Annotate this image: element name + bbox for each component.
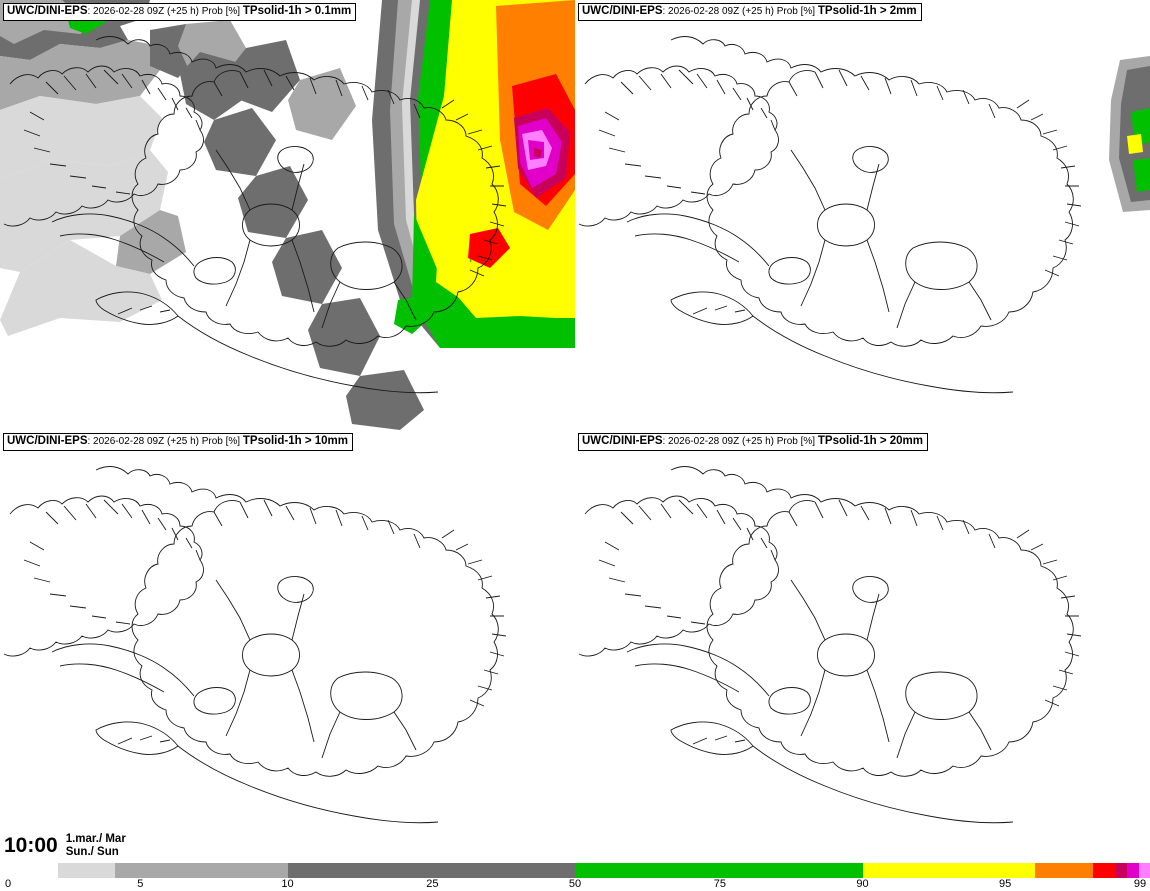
colorbar-tick-label: 25 xyxy=(426,878,439,890)
colorbar-segment xyxy=(1035,863,1093,878)
panel-model-label-0: UWC/DINI-EPS xyxy=(7,5,88,17)
colorbar-tick-label: 10 xyxy=(281,878,294,890)
valid-time-block xyxy=(0,830,165,862)
colorbar-segment xyxy=(0,863,58,878)
colorbar-tick-label: 0 xyxy=(4,878,12,890)
colorbar-tick-label: 90 xyxy=(856,878,869,890)
panel-model-label-1: UWC/DINI-EPS xyxy=(582,5,663,17)
colorbar-tick-label: 95 xyxy=(998,878,1012,890)
colorbar-tick-labels xyxy=(0,878,1150,891)
probability-map-2 xyxy=(0,430,575,860)
panel-run-label-2: : 2026-02-28 09Z (+25 h) Prob [%] xyxy=(87,436,243,447)
panel-title-bar-3 xyxy=(578,433,928,451)
colorbar-segment xyxy=(1093,863,1116,878)
colorbar-segment xyxy=(1127,863,1139,878)
colorbar-tick-label: 99 xyxy=(1133,878,1147,890)
colorbar-segment xyxy=(863,863,1036,878)
valid-time-clock: 10:00 xyxy=(4,834,58,857)
probability-shading-precip-band xyxy=(372,0,575,348)
colorbar-segment xyxy=(1116,863,1128,878)
map-panel-tpsolid-0p1mm[interactable] xyxy=(0,0,575,430)
colorbar-tick-label: 5 xyxy=(137,878,144,890)
panel-run-label-1: : 2026-02-28 09Z (+25 h) Prob [%] xyxy=(662,6,818,17)
panel-param-label-0: TPsolid-1h > 0.1mm xyxy=(242,5,352,17)
colorbar-segment xyxy=(1139,863,1150,878)
colorbar-segment xyxy=(575,863,863,878)
panel-title-bar-1 xyxy=(578,3,922,21)
panel-model-label-3: UWC/DINI-EPS xyxy=(582,435,663,447)
colorbar-segment xyxy=(115,863,288,878)
panel-title-bar-2 xyxy=(3,433,353,451)
colorbar-tick-label: 50 xyxy=(568,878,582,890)
panel-param-label-3: TPsolid-1h > 20mm xyxy=(817,435,924,447)
colorbar-tick-label: 75 xyxy=(713,878,727,890)
colorbar-segment xyxy=(58,863,116,878)
panel-param-label-2: TPsolid-1h > 10mm xyxy=(242,435,349,447)
colorbar-segment xyxy=(288,863,576,878)
panel-model-label-2: UWC/DINI-EPS xyxy=(7,435,88,447)
probability-map-3 xyxy=(575,430,1150,860)
probability-map-1 xyxy=(575,0,1150,430)
probability-map-0 xyxy=(0,0,575,430)
footer-bar xyxy=(0,830,1150,891)
colorbar-segments xyxy=(0,863,1150,878)
valid-date-line2: Sun./ Sun xyxy=(65,846,119,858)
probability-colorbar xyxy=(0,863,1150,891)
panel-run-label-0: : 2026-02-28 09Z (+25 h) Prob [%] xyxy=(87,6,243,17)
panel-title-bar-0 xyxy=(3,3,356,21)
panel-run-label-3: : 2026-02-28 09Z (+25 h) Prob [%] xyxy=(662,436,818,447)
panel-param-label-1: TPsolid-1h > 2mm xyxy=(817,5,917,17)
valid-date-line1: 1.mar./ Mar xyxy=(65,833,126,845)
valid-date-block xyxy=(66,833,126,859)
map-panel-tpsolid-2mm[interactable] xyxy=(575,0,1150,430)
map-panel-tpsolid-20mm[interactable] xyxy=(575,430,1150,860)
map-panel-tpsolid-10mm[interactable] xyxy=(0,430,575,860)
